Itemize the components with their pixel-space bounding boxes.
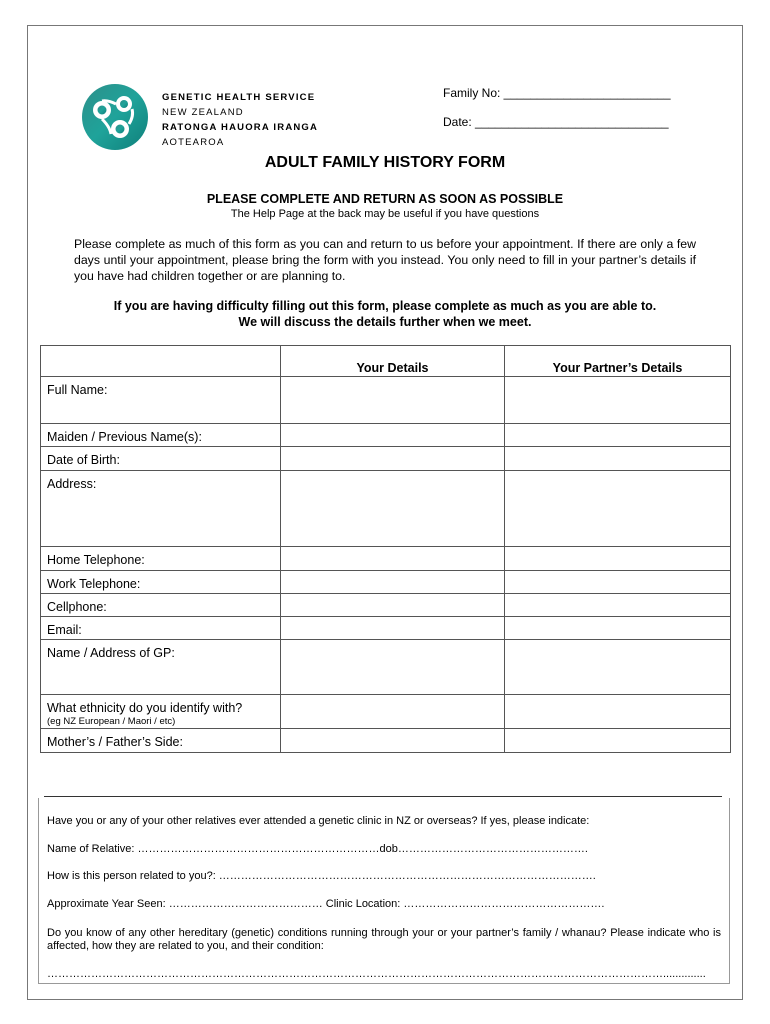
difficulty-note-line-2: We will discuss the details further when we meet. <box>238 315 532 329</box>
row-label-gp: Name / Address of GP: <box>41 640 281 695</box>
row-label-home-telephone: Home Telephone: <box>41 547 281 571</box>
year-clinic-line[interactable]: Approximate Year Seen: …………………………………… Clinic Location: ………………………………………………. <box>47 898 605 910</box>
your-cellphone-field[interactable] <box>281 594 505 617</box>
partner-home-telephone-field[interactable] <box>505 547 731 571</box>
partner-work-telephone-field[interactable] <box>505 571 731 594</box>
difficulty-note-line-1: If you are having difficulty filling out this form, please complete as much as you are able to. <box>113 299 657 313</box>
partner-side-field[interactable] <box>505 729 731 753</box>
column-header-your-details: Your Details <box>281 346 505 377</box>
your-gp-field[interactable] <box>281 640 505 695</box>
org-line-1: GENETIC HEALTH SERVICE <box>162 92 316 103</box>
your-ethnicity-field[interactable] <box>281 695 505 729</box>
partner-gp-field[interactable] <box>505 640 731 695</box>
org-line-4: AOTEAROA <box>162 137 225 148</box>
your-side-field[interactable] <box>281 729 505 753</box>
your-full-name-field[interactable] <box>281 377 505 424</box>
column-header-partner-details: Your Partner’s Details <box>505 346 731 377</box>
your-home-telephone-field[interactable] <box>281 547 505 571</box>
your-maiden-name-field[interactable] <box>281 424 505 447</box>
partner-dob-field[interactable] <box>505 447 731 471</box>
form-subtitle: PLEASE COMPLETE AND RETURN AS SOON AS POSSIBLE <box>206 192 564 206</box>
genetic-clinic-question: Have you or any of your other relatives ever attended a genetic clinic in NZ or overseas? If yes, please indicate: <box>47 815 590 827</box>
date-field[interactable]: Date: _____________________________ <box>443 115 669 129</box>
row-label-email: Email: <box>41 617 281 640</box>
partner-full-name-field[interactable] <box>505 377 731 424</box>
ethnicity-example: (eg NZ European / Maori / etc) <box>47 716 176 727</box>
difficulty-note <box>0 298 770 330</box>
ethnicity-question: What ethnicity do you identify with? <box>47 701 243 715</box>
your-dob-field[interactable] <box>281 447 505 471</box>
intro-paragraph: Please complete as much of this form as you can and return to us before your appointment. If there are only a few days until your appointment, please bring the form with you instead. You only need to fill in your partner’s details if you have had children together or are planning to. <box>74 237 696 283</box>
partner-ethnicity-field[interactable] <box>505 695 731 729</box>
hereditary-conditions-question: Do you know of any other hereditary (genetic) conditions running through your or your partner’s family / whanau? Please indicate who is affected, how they are related to you, and their condition: <box>47 927 721 952</box>
partner-address-field[interactable] <box>505 471 731 547</box>
row-label-mother-father-side: Mother’s / Father’s Side: <box>41 729 281 753</box>
org-line-3: RATONGA HAUORA IRANGA <box>162 122 319 133</box>
row-label-maiden-name: Maiden / Previous Name(s): <box>41 424 281 447</box>
partner-email-field[interactable] <box>505 617 731 640</box>
row-label-ethnicity <box>41 695 281 729</box>
relative-name-line[interactable]: Name of Relative: …………………………………………………………dob……………………………………………. <box>47 843 588 855</box>
help-note: The Help Page at the back may be useful if you have questions <box>230 208 540 220</box>
partner-cellphone-field[interactable] <box>505 594 731 617</box>
conditions-answer-line[interactable]: …………………………………………………………………………………………………………………………………………………….............. <box>47 968 706 980</box>
row-label-work-telephone: Work Telephone: <box>41 571 281 594</box>
genetic-health-service-logo-icon <box>80 82 150 152</box>
row-label-cellphone: Cellphone: <box>41 594 281 617</box>
partner-maiden-name-field[interactable] <box>505 424 731 447</box>
section-divider <box>44 796 722 797</box>
row-label-dob: Date of Birth: <box>41 447 281 471</box>
org-line-2: NEW ZEALAND <box>162 107 244 118</box>
details-table <box>40 345 731 753</box>
your-email-field[interactable] <box>281 617 505 640</box>
organisation-name <box>162 90 318 150</box>
row-label-full-name: Full Name: <box>41 377 281 424</box>
form-title: ADULT FAMILY HISTORY FORM <box>264 154 506 171</box>
family-number-field[interactable]: Family No: _________________________ <box>443 86 671 100</box>
your-work-telephone-field[interactable] <box>281 571 505 594</box>
your-address-field[interactable] <box>281 471 505 547</box>
relationship-line[interactable]: How is this person related to you?: …………………………………………………………………………………………. <box>47 870 596 882</box>
header-blank-cell <box>41 346 281 377</box>
row-label-address: Address: <box>41 471 281 547</box>
